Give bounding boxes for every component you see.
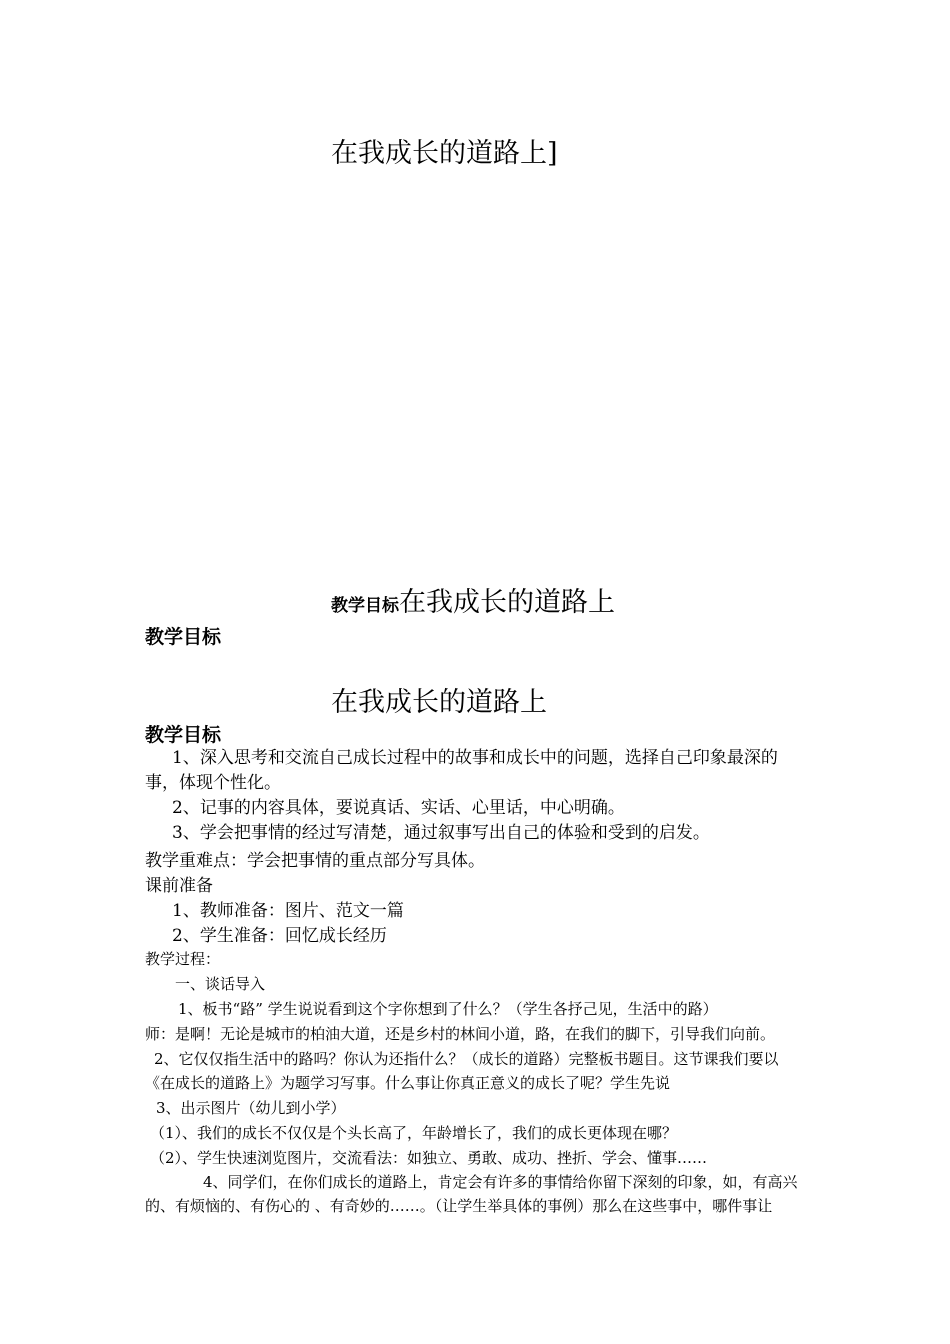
step-1-item-1-teacher: 师：是啊！无论是城市的柏油大道，还是乡村的林间小道，路，在我们的脚下，引导我们向前。 xyxy=(145,1025,776,1043)
mixed-heading-bold: 教学目标 xyxy=(331,596,399,616)
step-1-heading: 一、谈话导入 xyxy=(175,975,266,993)
prep-item-1: 1、教师准备：图片、范文一篇 xyxy=(172,901,404,921)
goal-item-1: 1、深入思考和交流自己成长过程中的故事和成长中的问题，选择自己印象最深的事，体现个性化。 xyxy=(145,748,778,793)
step-1-item-3-sub-1: （1）、我们的成长不仅仅是个头长高了，年龄增长了，我们的成长更体现在哪？ xyxy=(150,1124,678,1142)
section-heading-goals-2: 教学目标 xyxy=(145,724,222,746)
document-title-top: 在我成长的道路上] xyxy=(331,138,558,169)
goal-item-3: 3、学会把事情的经过写清楚，通过叙事写出自己的体验和受到的启发。 xyxy=(172,823,710,843)
step-1-item-4: 4、同学们，在你们成长的道路上，肯定会有许多的事情给你留下深刻的印象，如，有高兴的、有烦恼的、有伤心的 、有奇妙的……。（让学生举具体的事例）那么在这些事中，哪件事让 xyxy=(145,1173,798,1215)
key-point: 教学重难点：学会把事情的重点部分写具体。 xyxy=(145,851,485,871)
mixed-heading-rest: 在我成长的道路上 xyxy=(399,587,615,618)
step-1-item-3-sub-2: （2）、学生快速浏览图片，交流看法：如独立、勇敢、成功、挫折、学会、懂事…… xyxy=(150,1149,708,1167)
section-heading-goals-1: 教学目标 xyxy=(145,626,222,648)
step-1-item-1: 1、板书“路” 学生说说看到这个字你想到了什么？（学生各抒己见，生活中的路） xyxy=(178,1000,718,1018)
document-title-mid: 在我成长的道路上 xyxy=(331,687,547,718)
process-heading: 教学过程： xyxy=(145,950,221,968)
step-1-item-2: 2、它仅仅指生活中的路吗？你认为还指什么？（成长的道路）完整板书题目。这节课我们要以《在成长的道路上》为题学习写事。什么事让你真正意义的成长了呢？学生先说 xyxy=(145,1050,779,1092)
step-1-item-3: 3、出示图片（幼儿到小学） xyxy=(156,1099,346,1117)
goal-item-2: 2、记事的内容具体，要说真话、实话、心里话，中心明确。 xyxy=(172,798,625,818)
prep-heading: 课前准备 xyxy=(145,876,213,896)
prep-item-2: 2、学生准备：回忆成长经历 xyxy=(172,926,387,946)
mixed-heading xyxy=(331,580,615,619)
